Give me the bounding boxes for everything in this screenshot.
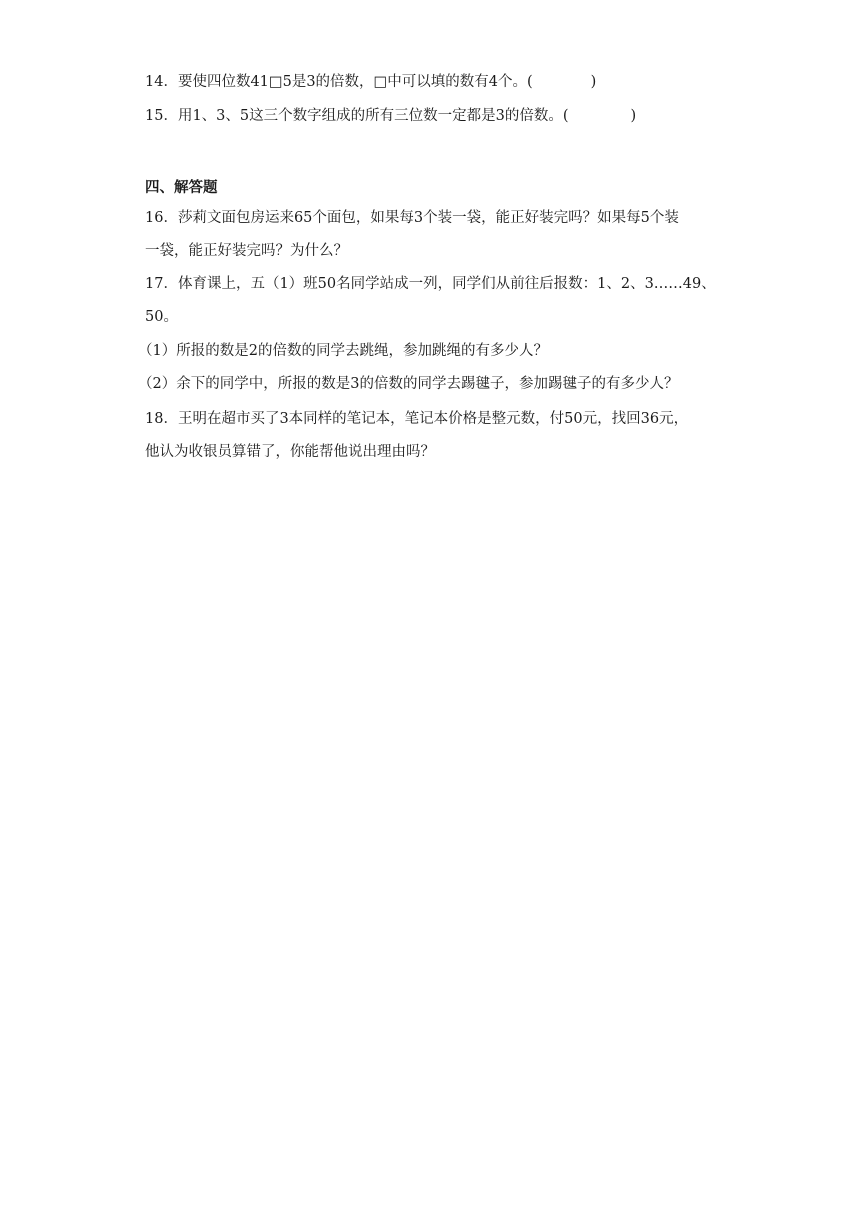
question-17-line-2: 50。: [145, 309, 178, 325]
question-14: [145, 72, 596, 92]
question-15: [145, 106, 636, 126]
question-17-sub-2: （2）余下的同学中，所报的数是3的倍数的同学去踢毽子，参加踢毽子的有多少人？: [138, 376, 679, 392]
question-16-line-2: 一袋，能正好装完吗？为什么？: [145, 243, 348, 259]
section-title: 四、解答题: [145, 180, 218, 196]
question-18-line-1: 18．王明在超市买了3本同样的笔记本，笔记本价格是整元数，付50元，找回36元，: [145, 411, 689, 427]
question-15-text: 15．用1、3、5这三个数字组成的所有三位数一定都是3的倍数。(: [145, 108, 569, 124]
question-16-line-1: 16．莎莉文面包房运来65个面包，如果每3个装一袋，能正好装完吗？如果每5个装: [145, 210, 679, 226]
question-14-close-paren: ): [590, 74, 597, 90]
question-15-close-paren: ): [630, 108, 637, 124]
question-17-sub-1: （1）所报的数是2的倍数的同学去跳绳，参加跳绳的有多少人？: [138, 343, 548, 359]
question-14-text: 14．要使四位数41□5是3的倍数，□中可以填的数有4个。(: [145, 74, 533, 90]
question-17-line-1: 17．体育课上，五（1）班50名同学站成一列，同学们从前往后报数：1、2、3……49、: [145, 276, 716, 292]
question-18-line-2: 他认为收银员算错了，你能帮他说出理由吗？: [145, 444, 435, 460]
